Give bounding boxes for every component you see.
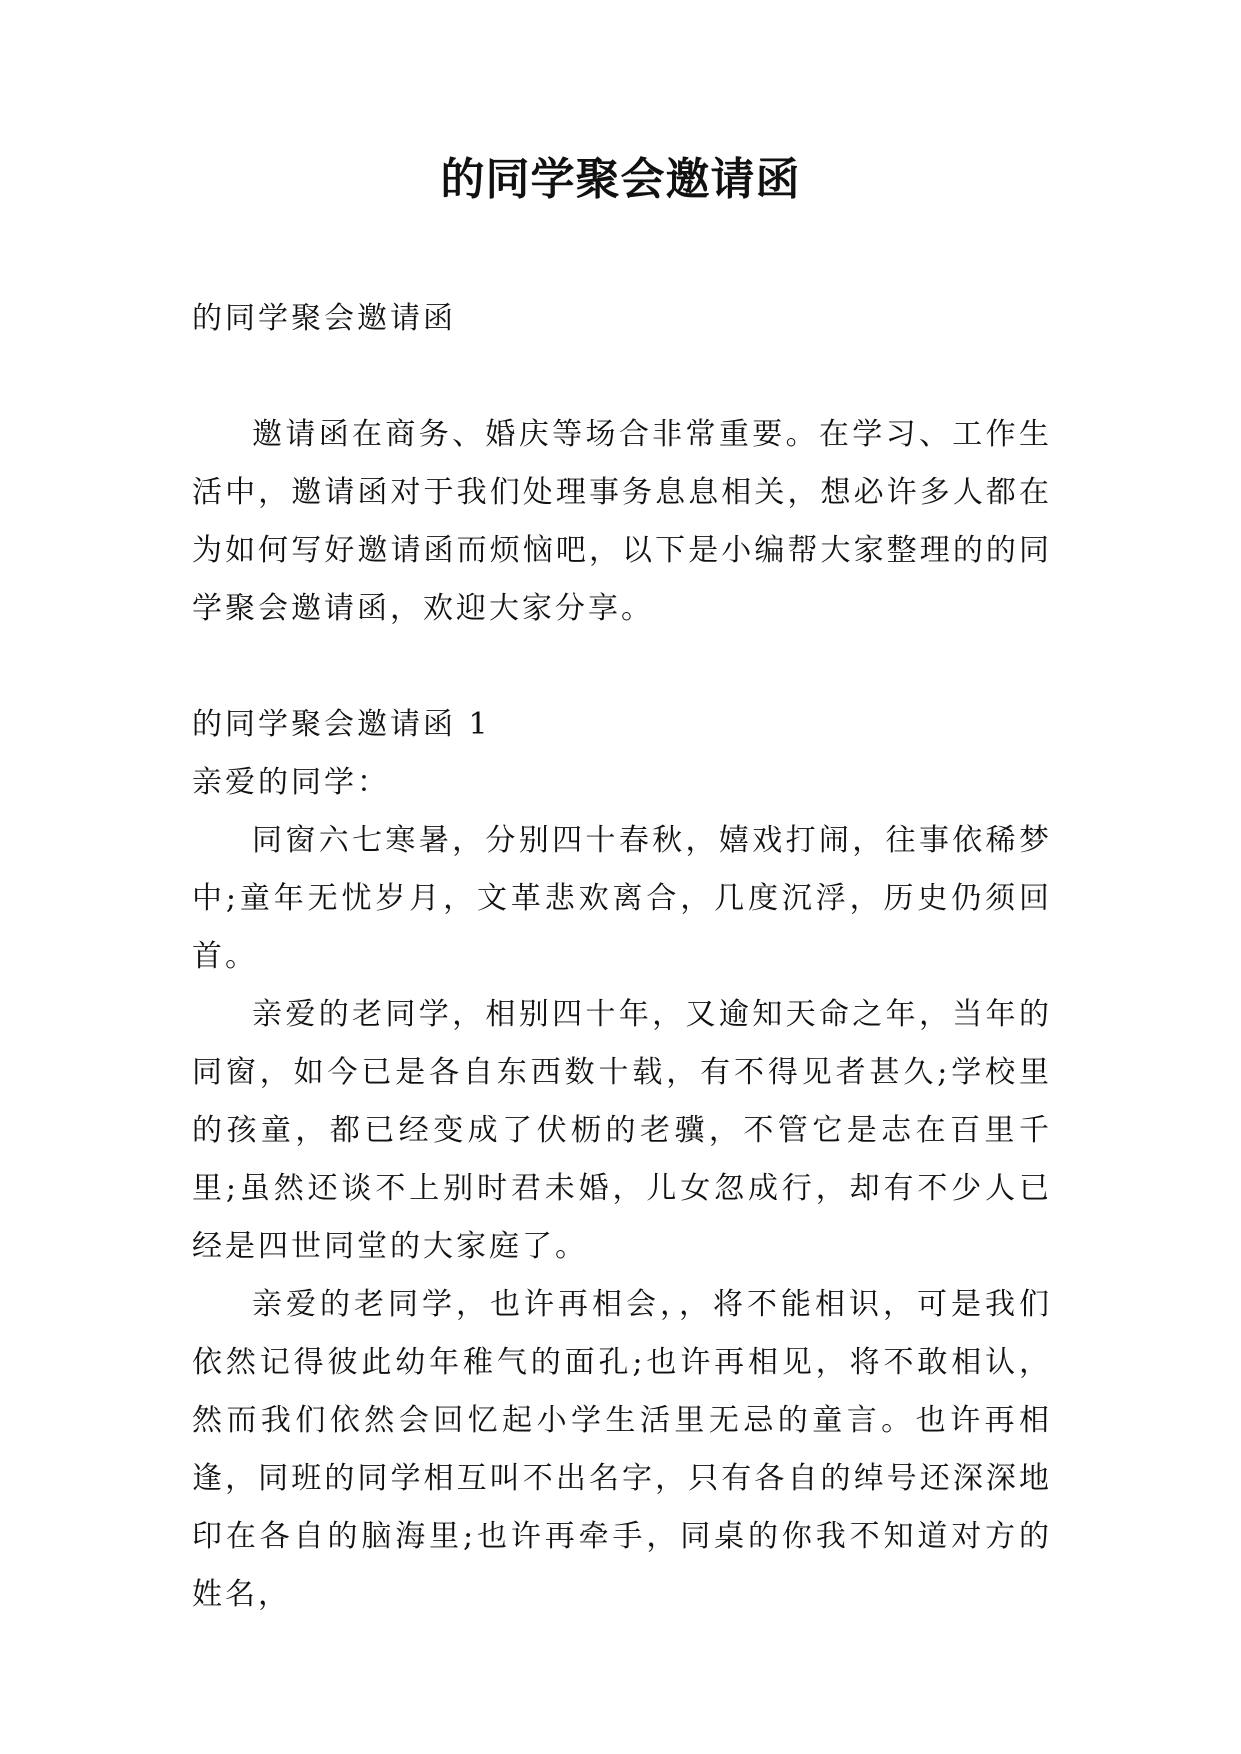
body-paragraph-2: 亲爱的老同学，相别四十年，又逾知天命之年，当年的同窗，如今已是各自东西数十载，有不得见者甚久;学校里的孩童，都已经变成了伏枥的老骥，不管它是志在百里千里;虽然还谈不上别时君未婚，儿女忽成行，却有不少人已经是四世同堂的大家庭了。	[192, 997, 1052, 1264]
spacer	[192, 348, 1052, 406]
document-title: 的同学聚会邀请函	[440, 154, 801, 205]
intro-paragraph: 邀请函在商务、婚庆等场合非常重要。在学习、工作生活中，邀请函对于我们处理事务息息相关，想必许多人都在为如何写好邀请函而烦恼吧，以下是小编帮大家整理的的同学聚会邀请函，欢迎大家分享。	[192, 417, 1052, 626]
salutation: 亲爱的同学：	[192, 765, 390, 800]
body-paragraph-3: 亲爱的老同学，也许再相会，，将不能相识，可是我们依然记得彼此幼年稚气的面孔;也许再相见，将不敢相认，然而我们依然会回忆起小学生活里无忌的童言。也许再相逢，同班的同学相互叫不出名字，只有各自的绰号还深深地印在各自的脑海里;也许再牵手，同桌的你我不知道对方的姓名，	[192, 1287, 1052, 1612]
section-heading: 的同学聚会邀请函 1	[192, 707, 491, 742]
body-paragraph-1: 同窗六七寒暑，分别四十春秋，嬉戏打闹，往事依稀梦中;童年无忧岁月，文革悲欢离合，几度沉浮，历史仍须回首。	[192, 823, 1052, 974]
document-body	[192, 290, 1052, 1624]
document-subtitle: 的同学聚会邀请函	[192, 301, 456, 336]
spacer	[192, 638, 1052, 696]
